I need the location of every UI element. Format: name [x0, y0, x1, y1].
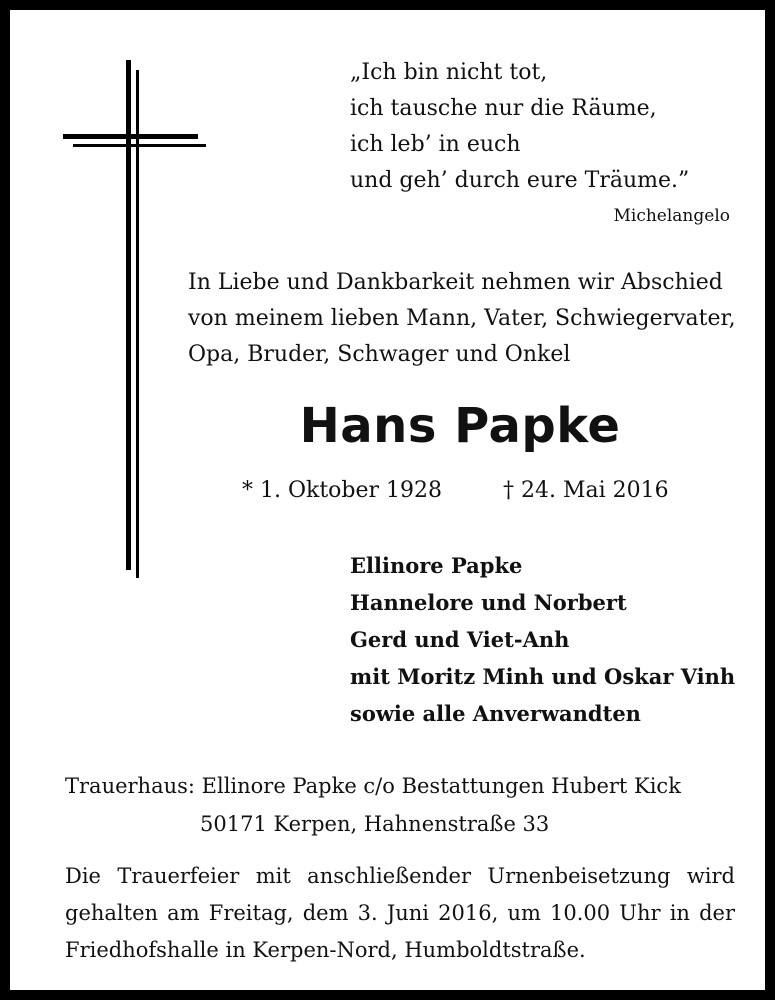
- mourning-house-line: Trauerhaus: Ellinore Papke c/o Bestattungen Hubert Kick: [65, 774, 681, 798]
- deceased-name: Hans Papke: [299, 398, 621, 454]
- family-list: [350, 547, 770, 732]
- quote-line: ich tausche nur die Räume,: [350, 96, 657, 121]
- family-member: mit Moritz Minh und Oskar Vinh: [350, 664, 736, 689]
- farewell-intro: [188, 265, 748, 373]
- family-member: Gerd und Viet-Anh: [350, 627, 570, 652]
- intro-line: Opa, Bruder, Schwager und Onkel: [188, 342, 571, 367]
- quote-line: und geh’ durch eure Träume.”: [350, 168, 690, 193]
- death-date: † 24. Mai 2016: [503, 478, 669, 503]
- family-member: Ellinore Papke: [350, 553, 523, 578]
- quote-line: ich leb’ in euch: [350, 132, 521, 157]
- family-member: sowie alle Anverwandten: [350, 701, 641, 726]
- family-member: Hannelore und Norbert: [350, 590, 627, 615]
- quote-author: Michelangelo: [613, 206, 730, 226]
- service-line: Friedhofshalle in Kerpen-Nord, Humboldtstraße.: [65, 938, 586, 962]
- cross-horizontal-bar: [63, 134, 198, 139]
- cross-horizontal-bar-inner: [73, 144, 206, 147]
- mourning-house-address: 50171 Kerpen, Hahnenstraße 33: [200, 812, 550, 836]
- service-line: gehalten am Freitag, dem 3. Juni 2016, um 10.00 Uhr in der: [65, 901, 735, 925]
- service-line: Die Trauerfeier mit anschließender Urnenbeisetzung wird: [65, 864, 735, 888]
- intro-line: In Liebe und Dankbarkeit nehmen wir Abschied: [188, 270, 723, 295]
- funeral-service-info: [65, 858, 735, 969]
- quote-line: „Ich bin nicht tot,: [350, 60, 548, 85]
- quote-block: [350, 55, 750, 199]
- birth-date: * 1. Oktober 1928: [242, 478, 443, 503]
- intro-line: von meinem lieben Mann, Vater, Schwiegervater,: [188, 306, 736, 331]
